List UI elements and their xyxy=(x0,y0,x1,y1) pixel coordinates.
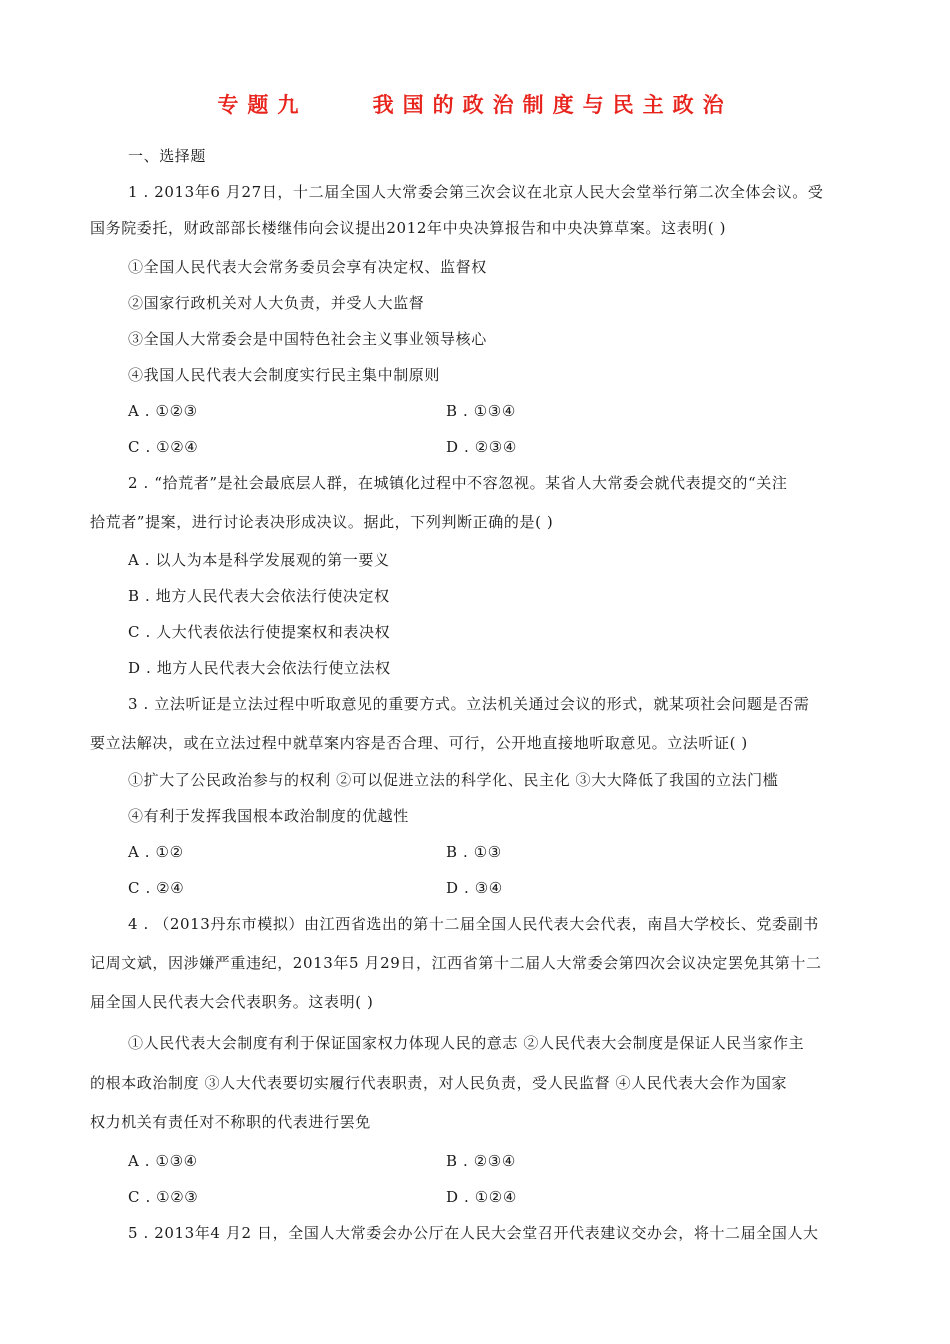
q1-option-a: A . ①②③ xyxy=(128,402,198,420)
q4-statements-line-3: 权力机关有责任对不称职的代表进行罢免 xyxy=(90,1113,371,1131)
q1-option-b: B . ①③④ xyxy=(446,402,516,420)
q1-option-c: C . ①②④ xyxy=(128,438,199,456)
q3-option-a: A . ①② xyxy=(128,843,184,861)
q3-option-b: B . ①③ xyxy=(446,843,502,861)
q4-option-a: A . ①③④ xyxy=(128,1152,198,1170)
q1-statement-3: ③全国人大常委会是中国特色社会主义事业领导核心 xyxy=(128,330,487,348)
q5-stem-line-1: 5 . 2013年4 月2 日，全国人大常委会办公厅在人民大会堂召开代表建议交办会，将十二届全国人大 xyxy=(128,1224,819,1242)
q3-option-c: C . ②④ xyxy=(128,879,185,897)
q2-option-b: B . 地方人民代表大会依法行使决定权 xyxy=(128,587,390,605)
q1-statement-4: ④我国人民代表大会制度实行民主集中制原则 xyxy=(128,366,441,384)
q2-option-a: A . 以人为本是科学发展观的第一要义 xyxy=(128,551,390,569)
q3-statement-4: ④有利于发挥我国根本政治制度的优越性 xyxy=(128,807,409,825)
q2-option-d: D . 地方人民代表大会依法行使立法权 xyxy=(128,659,391,677)
q2-option-c: C . 人大代表依法行使提案权和表决权 xyxy=(128,623,391,641)
q4-statements-line-1: ①人民代表大会制度有利于保证国家权力体现人民的意志 ②人民代表大会制度是保证人民当家作主 xyxy=(128,1034,805,1052)
q3-stem-line-1: 3 . 立法听证是立法过程中听取意见的重要方式。立法机关通过会议的形式，就某项社会问题是否需 xyxy=(128,695,810,713)
q4-statements-line-2: 的根本政治制度 ③人大代表要切实履行代表职责，对人民负责，受人民监督 ④人民代表大会作为国家 xyxy=(90,1074,788,1092)
q1-option-d: D . ②③④ xyxy=(446,438,517,456)
q3-statements-1-3: ①扩大了公民政治参与的权利 ②可以促进立法的科学化、民主化 ③大大降低了我国的立法门槛 xyxy=(128,771,779,789)
q2-stem-line-1: 2 . “拾荒者”是社会最底层人群，在城镇化过程中不容忽视。某省人大常委会就代表提交的“关注 xyxy=(128,474,788,492)
q1-statement-2: ②国家行政机关对人大负责，并受人大监督 xyxy=(128,294,425,312)
q1-stem-line-1: 1 . 2013年6 月27日，十二届全国人大常委会第三次会议在北京人民大会堂举行第二次全体会议。受 xyxy=(128,183,824,201)
q4-option-d: D . ①②④ xyxy=(446,1188,517,1206)
q4-option-c: C . ①②③ xyxy=(128,1188,199,1206)
q3-stem-line-2: 要立法解决，或在立法过程中就草案内容是否合理、可行，公开地直接地听取意见。立法听证( ) xyxy=(90,734,748,752)
page-title: 专题九 我国的政治制度与民主政治 xyxy=(217,92,733,117)
q3-option-d: D . ③④ xyxy=(446,879,503,897)
section-heading: 一、选择题 xyxy=(128,147,207,165)
q4-stem-line-1: 4 . （2013丹东市模拟）由江西省选出的第十二届全国人民代表大会代表，南昌大学校长、党委副书 xyxy=(128,915,819,933)
q1-statement-1: ①全国人民代表大会常务委员会享有决定权、监督权 xyxy=(128,258,487,276)
q4-stem-line-2: 记周文斌，因涉嫌严重违纪，2013年5 月29日，江西省第十二届人大常委会第四次会议决定罢免其第十二 xyxy=(90,954,822,972)
q2-stem-line-2: 拾荒者”提案，进行讨论表决形成决议。据此，下列判断正确的是( ) xyxy=(90,513,554,531)
q1-stem-line-2: 国务院委托，财政部部长楼继伟向会议提出2012年中央决算报告和中央决算草案。这表明( ) xyxy=(90,219,727,237)
q4-option-b: B . ②③④ xyxy=(446,1152,516,1170)
q4-stem-line-3: 届全国人民代表大会代表职务。这表明( ) xyxy=(90,993,374,1011)
